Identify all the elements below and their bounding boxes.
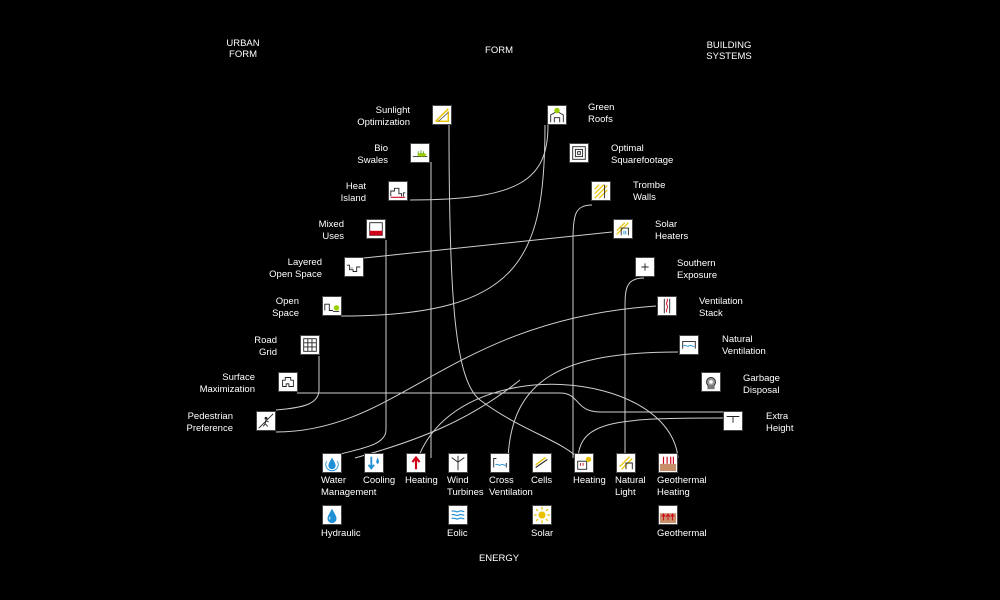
label-layered-open-space: Layered Open Space [269,257,322,280]
green-roof-icon [547,105,567,125]
connection-line [276,306,656,432]
garbage-icon [701,372,721,392]
label-ventilation-stack: Ventilation Stack [699,296,743,319]
cells-icon [532,453,552,473]
label-optimal-squarefootage: Optimal Squarefootage [611,143,674,166]
label-geothermal-heating: Geothermal Heating [657,475,707,498]
grid-icon [300,335,320,355]
connection-line [449,125,578,458]
natural-ventilation-icon [679,335,699,355]
label-cells: Cells [531,475,553,486]
connection-line [418,384,678,458]
label-hydraulic: Hydraulic [321,528,361,539]
connection-line [508,352,678,458]
label-trombe-walls: Trombe Walls [633,180,666,203]
label-extra-height: Extra Height [766,411,794,434]
pedestrian-icon [256,411,276,431]
label-solar: Solar [531,528,554,539]
label-sunlight-optimization: Sunlight Optimization [357,105,410,128]
label-mixed-uses: Mixed Uses [318,219,344,242]
heating-arrow-icon [406,453,426,473]
label-garbage-disposal: Garbage Disposal [743,373,780,396]
label-heat-island: Heat Island [340,181,366,204]
sun-icon [532,505,552,525]
header-energy: ENERGY [478,553,520,564]
bioswale-icon [410,143,430,163]
label-bio-swales: Bio Swales [357,143,388,166]
natural-light-icon [616,453,636,473]
connection-line [297,393,724,412]
label-green-roofs: Green Roofs [588,102,615,125]
label-road-grid: Road Grid [254,335,277,358]
label-southern-exposure: Southern Exposure [677,258,718,281]
heat-island-icon [388,181,408,201]
label-geothermal: Geothermal [657,528,707,539]
label-eolic: Eolic [447,528,468,539]
trombe-wall-icon [591,181,611,201]
connection-line [625,278,644,458]
hydraulic-icon [322,505,342,525]
open-space-icon [322,296,342,316]
solar-heating-icon [574,453,594,473]
height-icon [723,411,743,431]
geothermal-icon [658,505,678,525]
label-surface-maximization: Surface Maximization [199,372,255,395]
water-icon [322,453,342,473]
mixed-uses-icon [366,219,386,239]
connection-line [355,380,520,458]
label-natural-ventilation: Natural Ventilation [722,334,766,357]
sunlight-icon [432,105,452,125]
label-heating-1: Heating [405,475,438,486]
label-solar-heaters: Solar Heaters [655,219,689,242]
label-water-management: Water Management [321,475,377,498]
surface-icon [278,372,298,392]
label-natural-light: Natural Light [615,475,646,498]
label-wind-turbines: Wind Turbines [447,475,484,498]
label-cooling: Cooling [363,475,396,486]
header-urban-form: URBAN FORM [226,38,260,60]
cooling-icon [364,453,384,473]
ventilation-stack-icon [657,296,677,316]
label-open-space: Open Space [272,296,299,319]
squarefootage-icon [569,143,589,163]
wind-turbine-icon [448,453,468,473]
label-pedestrian-preference: Pedestrian Preference [186,411,233,434]
header-form: FORM [485,45,513,56]
cross-ventilation-icon [490,453,510,473]
connection-line [578,418,724,458]
header-building-systems: BUILDING SYSTEMS [706,40,752,62]
eolic-icon [448,505,468,525]
label-cross-ventilation: Cross Ventilation [489,475,533,498]
geothermal-heating-icon [658,453,678,473]
label-heating-2: Heating [573,475,606,486]
connection-line [364,232,612,258]
connection-line [573,205,592,458]
solar-heater-icon [613,219,633,239]
exposure-icon [635,257,655,277]
layered-space-icon [344,257,364,277]
